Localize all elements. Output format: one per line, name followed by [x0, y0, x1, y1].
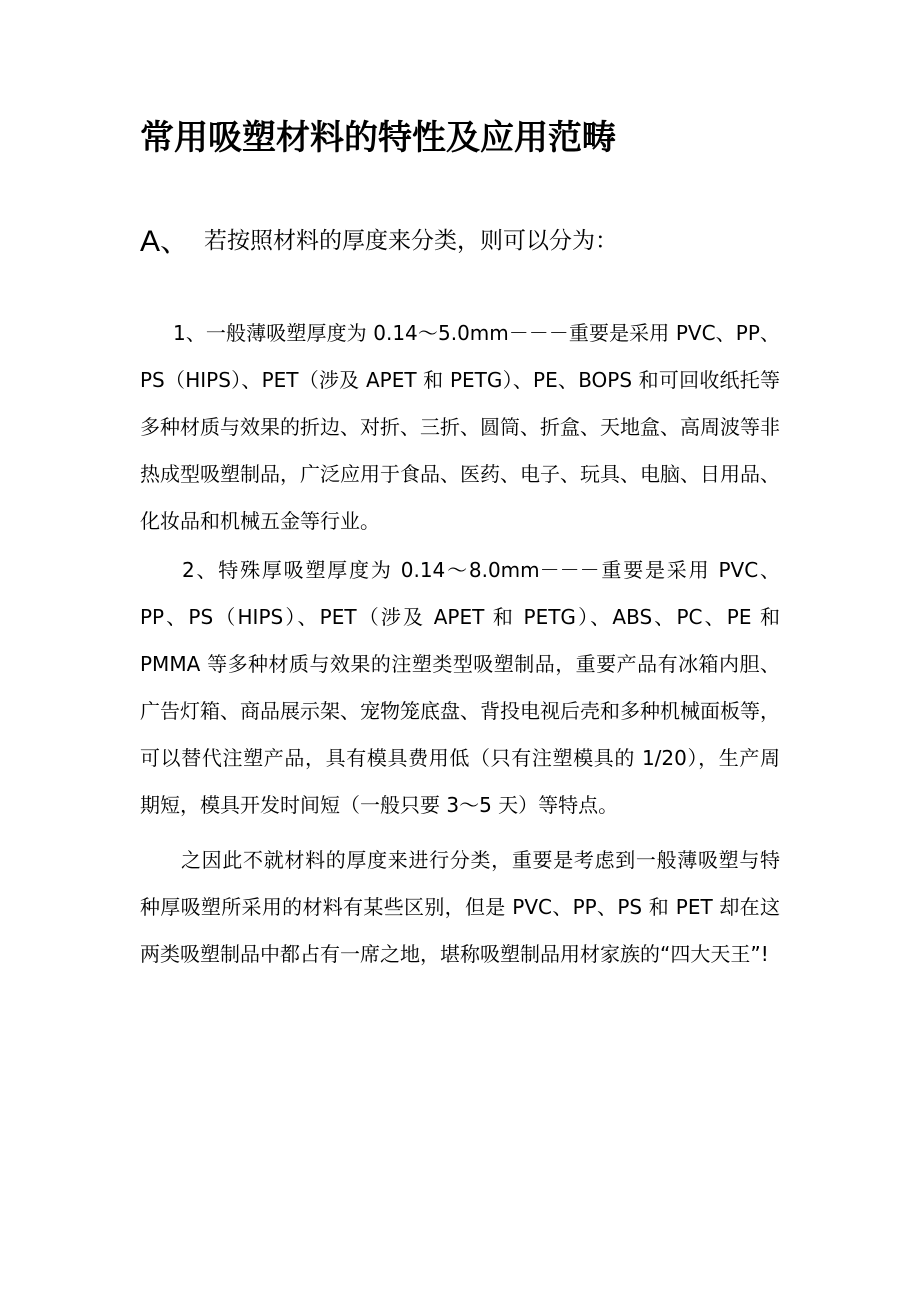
section-a-heading [140, 214, 618, 262]
section-a-heading-text: 若按照材料的厚度来分类，则可以分为： [204, 227, 619, 254]
paragraph-thin-thermoforming: 1、一般薄吸塑厚度为 0.14～5.0mm－－－重要是采用 PVC、PP、PS（HIPS）、PET（涉及 APET 和 PETG）、PE、BOPS 和可回收纸托等多种材质与效果的折边、对折、三折、圆筒、折盒、天地盒、高周波等非热成型吸塑制品，广泛应用于食品、医药、电子、玩具、电脑、日用品、化妆品和机械五金等行业。 [140, 321, 780, 533]
page-title: 常用吸塑材料的特性及应用范畴 [140, 118, 616, 158]
paragraph-thick-thermoforming: 2、特殊厚吸塑厚度为 0.14～8.0mm－－－重要是采用 PVC、PP、PS（HIPS）、PET（涉及 APET 和 PETG）、ABS、PC、PE 和 PMMA 等多种材质与效果的注塑类型吸塑制品，重要产品有冰箱内胆、广告灯箱、商品展示架、宠物笼底盘、背投电视后壳和多种机械面板等，可以替代注塑产品，具有模具费用低（只有注塑模具的 1/20），生产周期短，模具开发时间短（一般只要 3～5 天）等特点。 [140, 558, 780, 817]
paragraph-classification-note: 之因此不就材料的厚度来进行分类，重要是考虑到一般薄吸塑与特种厚吸塑所采用的材料有某些区别，但是 PVC、PP、PS 和 PET 却在这两类吸塑制品中都占有一席之地，堪称吸塑制品用材家族的“四大天王”! [140, 848, 780, 966]
section-a-marker: A、 [140, 225, 191, 258]
